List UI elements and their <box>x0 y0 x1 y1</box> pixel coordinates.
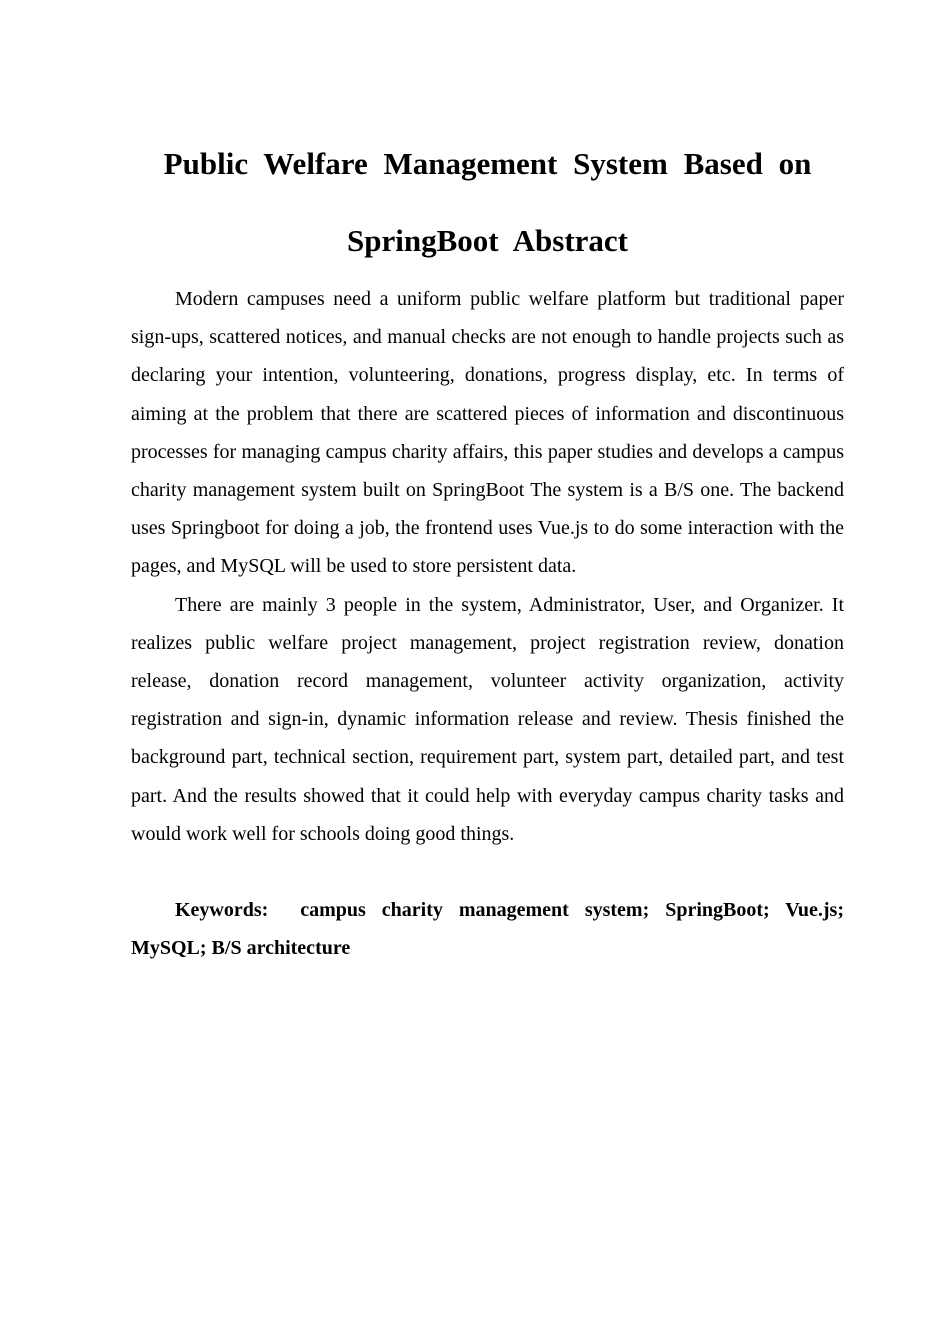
keywords-label: Keywords: <box>175 899 269 922</box>
keywords-text: campus charity management system; SpringBoot; Vue.js; MySQL; B/S architecture <box>131 899 844 960</box>
title-line-2: SpringBoot Abstract <box>347 223 628 258</box>
abstract-paragraph-2: There are mainly 3 people in the system, Administrator, User, and Organizer. It realizes public welfare project management, project registration review, donation release, donation record management, volunteer activity organization, activity registration and sign-in, dynamic information release and review. Thesis finished the background part, technical section, requirement part, system part, detailed part, and test part. And the results showed that it could help with everyday campus charity tasks and would work well for schools doing good things. <box>131 593 844 845</box>
abstract-body <box>131 280 844 967</box>
title-line-1: Public Welfare Management System Based on <box>163 146 812 181</box>
keywords-section <box>131 891 844 967</box>
abstract-paragraph-1: Modern campuses need a uniform public welfare platform but traditional paper sign-ups, scattered notices, and manual checks are not enough to handle projects such as declaring your intention, volunteering, donations, progress display, etc. In terms of aiming at the problem that there are scattered pieces of information and discontinuous processes for managing campus charity affairs, this paper studies and develops a campus charity management system built on SpringBoot The system is a B/S one. The backend uses Springboot for doing a job, the frontend uses Vue.js to do some interaction with the pages, and MySQL will be used to store persistent data. <box>131 288 844 578</box>
page-title <box>131 125 844 279</box>
